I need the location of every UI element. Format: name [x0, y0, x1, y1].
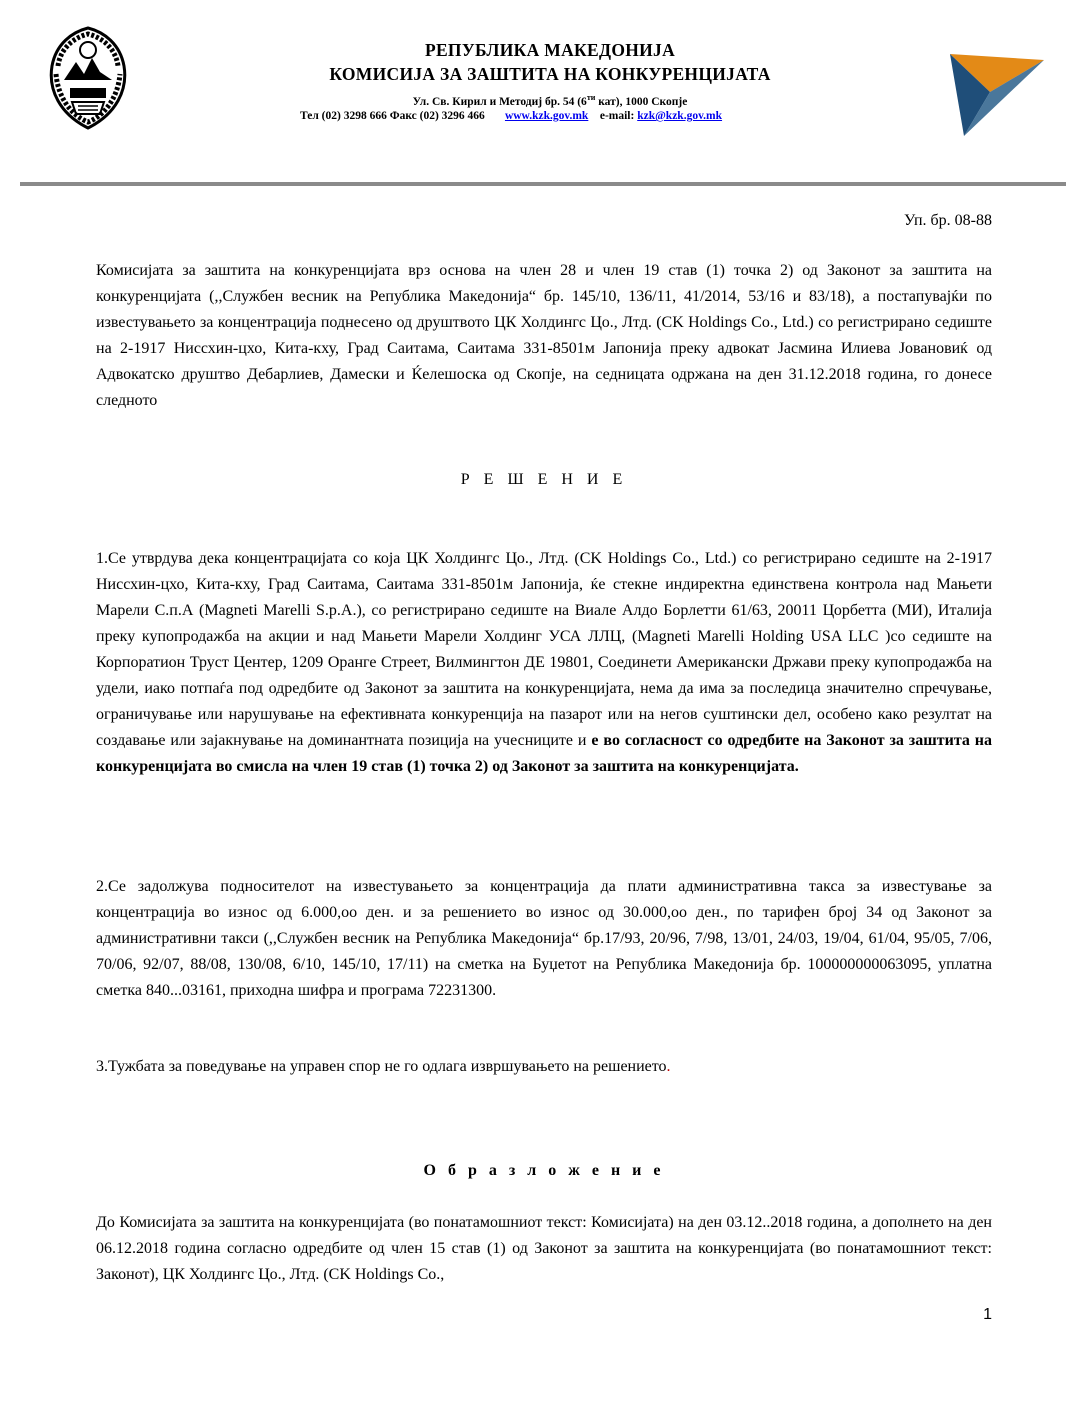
point-1: 1.Се утврдува дека концентрацијата со која ЦК Холдингс Цо., Лтд. (CK Holdings Co., Ltd.) со регистрирано седиште на 2-1917 Ниссхин-цхо, Кита-кху, Град Саитама, Саитама 331-8501м Јапонија, ќе стекне индиректна единствена контрола над Мањети Марели С.п.А (Magneti Marelli S.p.A.), со регистрирано седиште на Виале Алдо Борлетти 61/63, 20011 Цорбетта (МИ), Италија преку купопродажба на акции и над Мањети Марели Холдинг УСА ЛЛЦ, (Magneti Marelli Holding USA LLC )со седиште на Корпоратион Труст Центер, 1209 Оранге Стреет, Вилмингтон ДЕ 19801, Соединети Американски Држави преку купопродажба на удели, иако потпаѓа под одредбите од Законот за заштита на конкуренцијата, нема да има за последица значително спречување, ограничување или нарушување на ефективната конкуренција на пазарот или на негов суштински дел, особено како резултат на создавање или зајакнување на доминантната позиција на учесниците и е во согласност со одредбите на Законот за заштита на конкуренцијата во смисла на член 19 став (1) точка 2) од Законот за заштита на конкуренцијата. [96, 550, 993, 775]
point-2: 2.Се задолжува подносителот на известувањето за концентрација да плати административна такса за известување за концентрација во износ од 6.000,оо ден. и за решението во износ од 30.000,оо ден., по тарифен број 34 од Законот за административни такси (,,Службен весник на Република Македонија“ бр.17/93, 20/96, 7/98, 13/01, 24/03, 19/04, 61/04, 95/05, 7/06, 70/06, 92/07, 88/08, 130/08, 6/10, 145/10, 17/11) на сметка на Буџетот на Република Македонија бр. 100000000063095, уплатна сметка 840...03161, приходна шифра и програма 72231300. [96, 878, 992, 999]
case-number: Уп. бр. 08-88 [904, 212, 992, 229]
header-contact [300, 110, 722, 122]
email-label: e-mail: [599, 110, 635, 122]
point-1-bold: е во согласност со одредбите на Законот за заштита на конкуренцијата во смисла на член 19 став (1) точка 2) од Законот за заштита на конкуренцијата. [96, 732, 993, 775]
header-divider [20, 182, 1066, 186]
decision-title: Р Е Ш Е Н И Е [460, 471, 628, 488]
phone-fax: Тел (02) 3298 666 Факс (02) 3296 466 [300, 110, 485, 122]
header-institution: КОМИСИЈА ЗА ЗАШТИТА НА КОНКУРЕНЦИЈАТА [329, 64, 771, 84]
point-3: 3.Тужбата за поведување на управен спор не го одлага извршувањето на решението. [96, 1058, 671, 1075]
commission-logo-icon [946, 50, 1048, 138]
coat-of-arms-icon [42, 22, 134, 134]
header-address: Ул. Св. Кирил и Методиј бр. 54 ($6^{ти}$ кат), 1000 Скопје [412, 93, 688, 108]
header-country: РЕПУБЛИКА МАКЕДОНИЈА [424, 40, 676, 60]
page-number: 1 [983, 1306, 992, 1323]
reasoning-paragraph: До Комисијата за заштита на конкуренцијата (во понатамошниот текст: Комисијата) на ден 03.12..2018 година, а дополнето на ден 06.12.2018 година согласно одредбите од член 15 став (1) од Законот за заштита на конкуренцијата (во понатамошниот текст: Законот), ЦК Холдингс Цо., Лтд. (CK Holdings Co., [96, 1214, 992, 1283]
intro-paragraph: Комисијата за заштита на конкуренцијата врз основа на член 28 и член 19 став (1) точка 2) од Законот за заштита на конкуренцијата (,,Службен весник на Република Македонија“ бр. 145/10, 136/11, 41/2014, 53/16 и 83/18), а постапувајќи по известувањето за концентрација поднесено од друштвото ЦК Холдингс Цо., Лтд. (CK Holdings Co., Ltd.) со регистрирано седиште на 2-1917 Ниссхин-цхо, Кита-кху, Град Саитама, Саитама 331-8501м Јапонија преку адвокат Јасмина Илиева Јовановиќ од Адвокатско друштво Дебарлиев, Дамески и Ќелешоска од Скопје, на седницата одржана на ден 31.12.2018 година, го донесе следното [96, 262, 992, 409]
reasoning-title: О б р а з л о ж е н и е [423, 1162, 665, 1179]
email-link[interactable]: kzk@kzk.gov.mk [637, 110, 723, 122]
website-link[interactable]: www.kzk.gov.mk [504, 110, 589, 122]
